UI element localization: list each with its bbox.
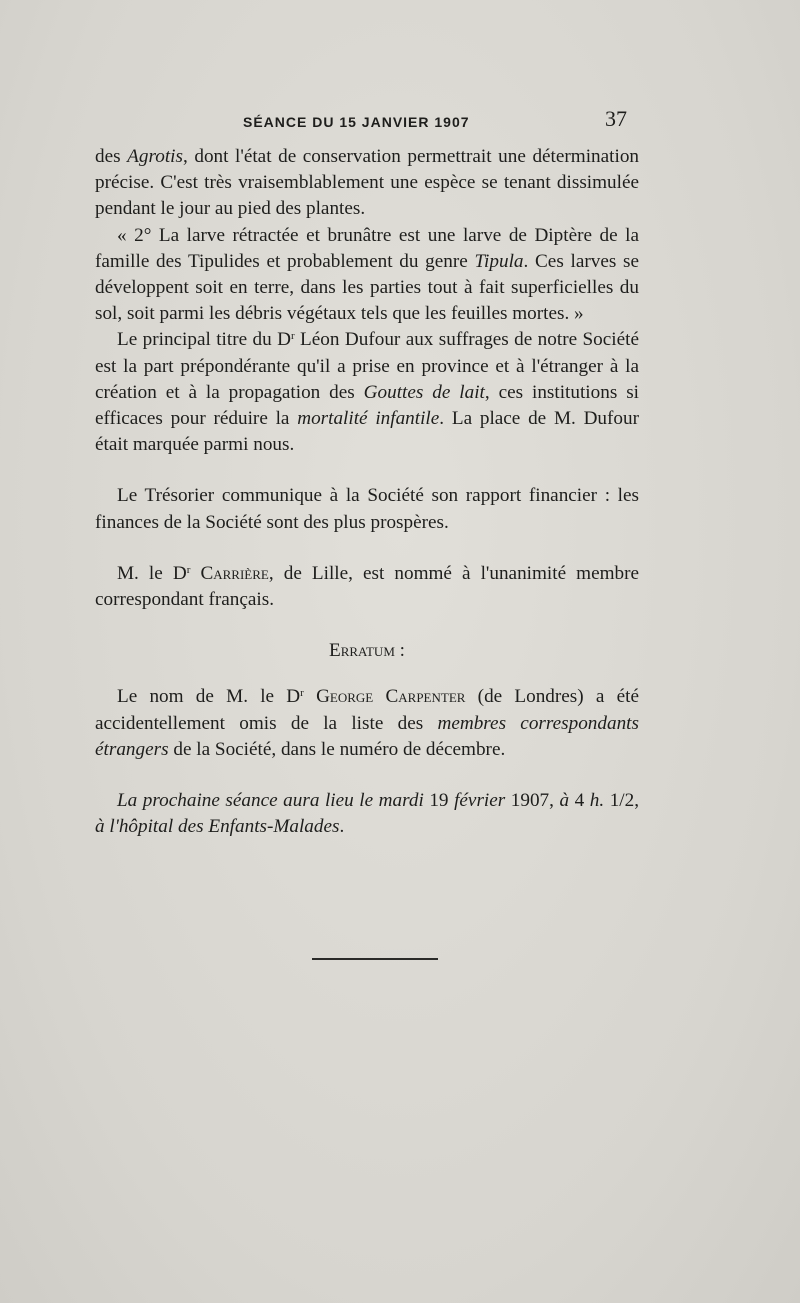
text-span: Le Trésorier communique à la Société son rapport financier : les finances de la Société sont des plus prospères. <box>95 485 639 533</box>
superscript: r <box>186 563 191 576</box>
superscript: r <box>300 687 304 700</box>
italic-span: mortalité infantile <box>297 408 440 430</box>
text-span: , dont l'état de conservation permettrait une détermination précise. C'est très vraisemblablement une espèce se tenant dissimulée pendant le jour au pied des plantes. <box>95 146 640 220</box>
text-span: Le principal titre du D <box>117 329 291 351</box>
italic-span: février <box>454 790 506 812</box>
paragraph-treasurer <box>95 483 639 535</box>
italic-span: membres correspondants étrangers <box>95 712 639 760</box>
text-span: 1/2, <box>604 790 640 812</box>
italic-span: Agrotis <box>127 146 183 167</box>
text-span: . Ces larves se développent soit en terre, dans les parties tout à fait superficielles du sol, soit parmi les débris végétaux tels que les feuilles mortes. » <box>95 250 639 325</box>
small-caps-name: Carrière <box>200 562 269 584</box>
text-span: (de Londres) a été accidentellement omis de la liste des <box>95 686 640 734</box>
paragraph-agrotis <box>95 144 639 223</box>
paragraph-carriere <box>95 561 639 613</box>
body-text <box>95 144 639 840</box>
text-span: . La place de M. Dufour était marquée parmi nous. <box>95 408 639 456</box>
text-span: Le nom de M. le D <box>117 686 301 708</box>
italic-span: Gouttes de lait <box>363 381 485 403</box>
end-rule <box>312 958 438 960</box>
paragraph-erratum <box>95 684 639 763</box>
page-header <box>0 106 800 136</box>
text-span: de la Société, dans le numéro de décembre. <box>168 738 506 760</box>
running-head: SÉANCE DU 15 JANVIER 1907 <box>243 114 470 130</box>
italic-span: La prochaine séance aura lieu le mardi <box>117 790 424 812</box>
page-number: 37 <box>605 106 627 131</box>
paragraph-tipula <box>95 223 639 328</box>
text-span: « 2° La larve rétractée et brunâtre est une larve de Diptère de la famille des Tipulides et probablement du genre <box>95 224 639 272</box>
superscript: r <box>290 330 295 343</box>
erratum-heading: Erratum : <box>328 640 406 662</box>
text-span: 1907, <box>505 790 560 812</box>
text-span: 4 <box>569 790 590 812</box>
italic-span: à <box>559 790 570 812</box>
italic-span: h. <box>589 790 605 812</box>
text-span: , de Lille, est nommé à l'unanimité membre correspondant français. <box>95 562 640 611</box>
text-span: des <box>95 146 128 167</box>
paragraph-dufour <box>95 327 639 458</box>
text-span: , ces institutions si efficaces pour réduire la <box>95 381 639 430</box>
text-span: 19 <box>423 790 455 812</box>
text-span: M. le D <box>117 562 187 584</box>
paragraph-next-session <box>95 788 639 840</box>
italic-span: Tipula <box>474 250 524 272</box>
italic-span: à l'hôpital des Enfants-Malades <box>95 816 340 838</box>
text-span: Léon Dufour aux suffrages de notre Société est la part prépondérante qu'il a prise en province et à l'étranger à la création et à la propagation des <box>95 329 639 403</box>
small-caps-name: George Carpenter <box>316 686 466 708</box>
text-span: . <box>339 816 345 838</box>
